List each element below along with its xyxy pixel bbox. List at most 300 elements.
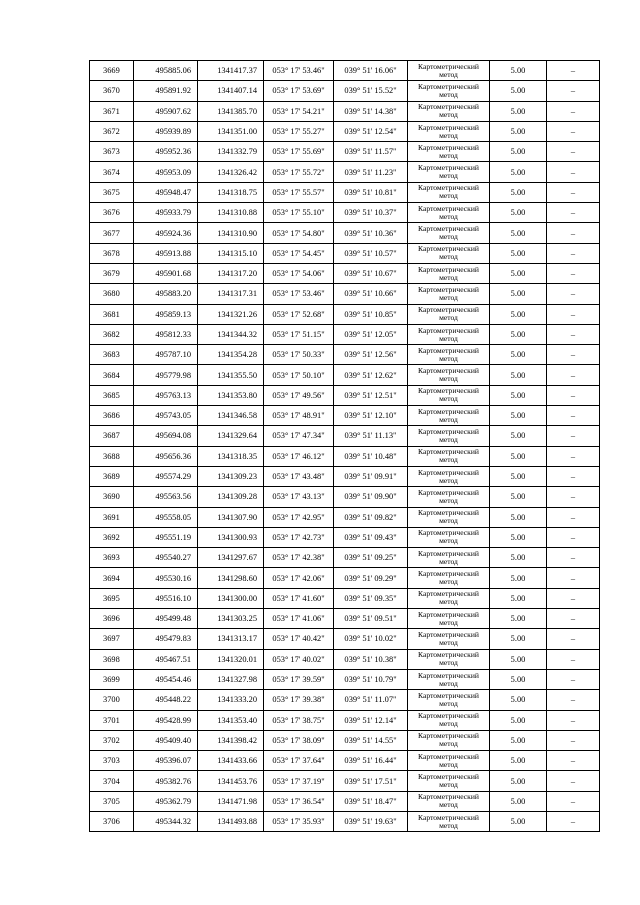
latitude-cell: 053° 17' 48.91" — [264, 406, 334, 426]
point-number-cell: 3674 — [90, 162, 134, 182]
precision-cell: 5.00 — [490, 507, 547, 527]
table-row — [90, 304, 600, 324]
latitude-cell: 053° 17' 42.95" — [264, 507, 334, 527]
y-coordinate-cell: 1341354.28 — [198, 345, 264, 365]
table-row — [90, 182, 600, 202]
point-number-cell: 3688 — [90, 446, 134, 466]
x-coordinate-cell: 495454.46 — [134, 669, 198, 689]
method-cell: Картометрический метод — [408, 669, 490, 689]
method-cell: Картометрический метод — [408, 365, 490, 385]
height-cell: – — [547, 669, 600, 689]
height-cell: – — [547, 101, 600, 121]
height-cell: – — [547, 690, 600, 710]
y-coordinate-cell: 1341318.75 — [198, 182, 264, 202]
method-cell: Картометрический метод — [408, 507, 490, 527]
point-number-cell: 3681 — [90, 304, 134, 324]
method-cell: Картометрический метод — [408, 426, 490, 446]
precision-cell: 5.00 — [490, 751, 547, 771]
point-number-cell: 3680 — [90, 284, 134, 304]
table-row — [90, 324, 600, 344]
method-cell: Картометрический метод — [408, 385, 490, 405]
precision-cell: 5.00 — [490, 101, 547, 121]
x-coordinate-cell: 495743.05 — [134, 406, 198, 426]
precision-cell: 5.00 — [490, 487, 547, 507]
table-row — [90, 101, 600, 121]
point-number-cell: 3675 — [90, 182, 134, 202]
precision-cell: 5.00 — [490, 466, 547, 486]
x-coordinate-cell: 495409.40 — [134, 730, 198, 750]
height-cell: – — [547, 507, 600, 527]
point-number-cell: 3695 — [90, 588, 134, 608]
longitude-cell: 039° 51' 10.38" — [334, 649, 408, 669]
latitude-cell: 053° 17' 55.72" — [264, 162, 334, 182]
point-number-cell: 3677 — [90, 223, 134, 243]
precision-cell: 5.00 — [490, 182, 547, 202]
x-coordinate-cell: 495479.83 — [134, 629, 198, 649]
precision-cell: 5.00 — [490, 609, 547, 629]
x-coordinate-cell: 495913.88 — [134, 243, 198, 263]
precision-cell: 5.00 — [490, 730, 547, 750]
longitude-cell: 039° 51' 09.29" — [334, 568, 408, 588]
longitude-cell: 039° 51' 09.51" — [334, 609, 408, 629]
y-coordinate-cell: 1341318.35 — [198, 446, 264, 466]
method-cell: Картометрический метод — [408, 284, 490, 304]
longitude-cell: 039° 51' 09.43" — [334, 527, 408, 547]
precision-cell: 5.00 — [490, 243, 547, 263]
method-cell: Картометрический метод — [408, 609, 490, 629]
table-row — [90, 345, 600, 365]
height-cell: – — [547, 609, 600, 629]
point-number-cell: 3704 — [90, 771, 134, 791]
table-row — [90, 385, 600, 405]
x-coordinate-cell: 495467.51 — [134, 649, 198, 669]
point-number-cell: 3673 — [90, 142, 134, 162]
longitude-cell: 039° 51' 12.51" — [334, 385, 408, 405]
point-number-cell: 3669 — [90, 61, 134, 81]
x-coordinate-cell: 495563.56 — [134, 487, 198, 507]
longitude-cell: 039° 51' 11.13" — [334, 426, 408, 446]
y-coordinate-cell: 1341329.64 — [198, 426, 264, 446]
longitude-cell: 039° 51' 11.23" — [334, 162, 408, 182]
y-coordinate-cell: 1341407.14 — [198, 81, 264, 101]
y-coordinate-cell: 1341385.70 — [198, 101, 264, 121]
method-cell: Картометрический метод — [408, 345, 490, 365]
height-cell: – — [547, 527, 600, 547]
method-cell: Картометрический метод — [408, 811, 490, 831]
height-cell: – — [547, 426, 600, 446]
latitude-cell: 053° 17' 42.38" — [264, 548, 334, 568]
y-coordinate-cell: 1341433.66 — [198, 751, 264, 771]
longitude-cell: 039° 51' 09.25" — [334, 548, 408, 568]
precision-cell: 5.00 — [490, 710, 547, 730]
latitude-cell: 053° 17' 42.06" — [264, 568, 334, 588]
method-cell: Картометрический метод — [408, 101, 490, 121]
x-coordinate-cell: 495885.06 — [134, 61, 198, 81]
table-row — [90, 284, 600, 304]
table-row — [90, 487, 600, 507]
height-cell: – — [547, 791, 600, 811]
point-number-cell: 3670 — [90, 81, 134, 101]
method-cell: Картометрический метод — [408, 527, 490, 547]
point-number-cell: 3705 — [90, 791, 134, 811]
latitude-cell: 053° 17' 37.19" — [264, 771, 334, 791]
point-number-cell: 3686 — [90, 406, 134, 426]
latitude-cell: 053° 17' 53.69" — [264, 81, 334, 101]
latitude-cell: 053° 17' 40.42" — [264, 629, 334, 649]
point-number-cell: 3701 — [90, 710, 134, 730]
table-row — [90, 710, 600, 730]
method-cell: Картометрический метод — [408, 588, 490, 608]
table-row — [90, 466, 600, 486]
x-coordinate-cell: 495448.22 — [134, 690, 198, 710]
y-coordinate-cell: 1341313.17 — [198, 629, 264, 649]
longitude-cell: 039° 51' 10.57" — [334, 243, 408, 263]
point-number-cell: 3706 — [90, 811, 134, 831]
x-coordinate-cell: 495953.09 — [134, 162, 198, 182]
method-cell: Картометрический метод — [408, 223, 490, 243]
height-cell: – — [547, 710, 600, 730]
y-coordinate-cell: 1341353.40 — [198, 710, 264, 730]
longitude-cell: 039° 51' 11.57" — [334, 142, 408, 162]
method-cell: Картометрический метод — [408, 730, 490, 750]
x-coordinate-cell: 495859.13 — [134, 304, 198, 324]
precision-cell: 5.00 — [490, 304, 547, 324]
table-row — [90, 223, 600, 243]
point-number-cell: 3703 — [90, 751, 134, 771]
latitude-cell: 053° 17' 55.27" — [264, 121, 334, 141]
longitude-cell: 039° 51' 17.51" — [334, 771, 408, 791]
precision-cell: 5.00 — [490, 406, 547, 426]
x-coordinate-cell: 495779.98 — [134, 365, 198, 385]
height-cell: – — [547, 811, 600, 831]
height-cell: – — [547, 487, 600, 507]
point-number-cell: 3687 — [90, 426, 134, 446]
height-cell: – — [547, 61, 600, 81]
precision-cell: 5.00 — [490, 649, 547, 669]
y-coordinate-cell: 1341320.01 — [198, 649, 264, 669]
y-coordinate-cell: 1341315.10 — [198, 243, 264, 263]
latitude-cell: 053° 17' 55.69" — [264, 142, 334, 162]
longitude-cell: 039° 51' 10.79" — [334, 669, 408, 689]
y-coordinate-cell: 1341327.98 — [198, 669, 264, 689]
longitude-cell: 039° 51' 12.10" — [334, 406, 408, 426]
latitude-cell: 053° 17' 50.10" — [264, 365, 334, 385]
point-number-cell: 3697 — [90, 629, 134, 649]
y-coordinate-cell: 1341398.42 — [198, 730, 264, 750]
y-coordinate-cell: 1341300.93 — [198, 527, 264, 547]
table-row — [90, 609, 600, 629]
table-row — [90, 730, 600, 750]
height-cell: – — [547, 243, 600, 263]
y-coordinate-cell: 1341333.20 — [198, 690, 264, 710]
coordinates-table — [89, 60, 600, 832]
x-coordinate-cell: 495891.92 — [134, 81, 198, 101]
longitude-cell: 039° 51' 10.36" — [334, 223, 408, 243]
x-coordinate-cell: 495574.29 — [134, 466, 198, 486]
method-cell: Картометрический метод — [408, 629, 490, 649]
point-number-cell: 3690 — [90, 487, 134, 507]
precision-cell: 5.00 — [490, 426, 547, 446]
y-coordinate-cell: 1341298.60 — [198, 568, 264, 588]
longitude-cell: 039° 51' 12.05" — [334, 324, 408, 344]
method-cell: Картометрический метод — [408, 466, 490, 486]
table-row — [90, 162, 600, 182]
precision-cell: 5.00 — [490, 690, 547, 710]
point-number-cell: 3676 — [90, 203, 134, 223]
point-number-cell: 3702 — [90, 730, 134, 750]
table-row — [90, 649, 600, 669]
point-number-cell: 3699 — [90, 669, 134, 689]
height-cell: – — [547, 588, 600, 608]
point-number-cell: 3694 — [90, 568, 134, 588]
height-cell: – — [547, 121, 600, 141]
precision-cell: 5.00 — [490, 223, 547, 243]
x-coordinate-cell: 495382.76 — [134, 771, 198, 791]
precision-cell: 5.00 — [490, 568, 547, 588]
longitude-cell: 039° 51' 14.55" — [334, 730, 408, 750]
y-coordinate-cell: 1341471.98 — [198, 791, 264, 811]
latitude-cell: 053° 17' 39.38" — [264, 690, 334, 710]
latitude-cell: 053° 17' 54.21" — [264, 101, 334, 121]
point-number-cell: 3678 — [90, 243, 134, 263]
x-coordinate-cell: 495344.32 — [134, 811, 198, 831]
y-coordinate-cell: 1341326.42 — [198, 162, 264, 182]
x-coordinate-cell: 495428.99 — [134, 710, 198, 730]
longitude-cell: 039° 51' 12.14" — [334, 710, 408, 730]
latitude-cell: 053° 17' 51.15" — [264, 324, 334, 344]
precision-cell: 5.00 — [490, 345, 547, 365]
y-coordinate-cell: 1341493.88 — [198, 811, 264, 831]
latitude-cell: 053° 17' 42.73" — [264, 527, 334, 547]
precision-cell: 5.00 — [490, 284, 547, 304]
table-row — [90, 791, 600, 811]
method-cell: Картометрический метод — [408, 406, 490, 426]
y-coordinate-cell: 1341317.20 — [198, 263, 264, 283]
table-row — [90, 527, 600, 547]
longitude-cell: 039° 51' 12.62" — [334, 365, 408, 385]
table-row — [90, 669, 600, 689]
longitude-cell: 039° 51' 10.85" — [334, 304, 408, 324]
latitude-cell: 053° 17' 53.46" — [264, 284, 334, 304]
x-coordinate-cell: 495787.10 — [134, 345, 198, 365]
method-cell: Картометрический метод — [408, 142, 490, 162]
point-number-cell: 3672 — [90, 121, 134, 141]
method-cell: Картометрический метод — [408, 649, 490, 669]
x-coordinate-cell: 495948.47 — [134, 182, 198, 202]
precision-cell: 5.00 — [490, 385, 547, 405]
longitude-cell: 039° 51' 09.91" — [334, 466, 408, 486]
method-cell: Картометрический метод — [408, 690, 490, 710]
point-number-cell: 3684 — [90, 365, 134, 385]
height-cell: – — [547, 304, 600, 324]
precision-cell: 5.00 — [490, 162, 547, 182]
table-row — [90, 81, 600, 101]
y-coordinate-cell: 1341307.90 — [198, 507, 264, 527]
table-row — [90, 61, 600, 81]
x-coordinate-cell: 495933.79 — [134, 203, 198, 223]
height-cell: – — [547, 81, 600, 101]
point-number-cell: 3685 — [90, 385, 134, 405]
point-number-cell: 3679 — [90, 263, 134, 283]
longitude-cell: 039° 51' 16.44" — [334, 751, 408, 771]
method-cell: Картометрический метод — [408, 182, 490, 202]
point-number-cell: 3692 — [90, 527, 134, 547]
longitude-cell: 039° 51' 10.37" — [334, 203, 408, 223]
latitude-cell: 053° 17' 54.80" — [264, 223, 334, 243]
latitude-cell: 053° 17' 50.33" — [264, 345, 334, 365]
latitude-cell: 053° 17' 38.75" — [264, 710, 334, 730]
x-coordinate-cell: 495883.20 — [134, 284, 198, 304]
y-coordinate-cell: 1341351.00 — [198, 121, 264, 141]
table-row — [90, 446, 600, 466]
height-cell: – — [547, 284, 600, 304]
point-number-cell: 3700 — [90, 690, 134, 710]
table-row — [90, 751, 600, 771]
y-coordinate-cell: 1341321.26 — [198, 304, 264, 324]
height-cell: – — [547, 730, 600, 750]
table-row — [90, 243, 600, 263]
table-row — [90, 263, 600, 283]
x-coordinate-cell: 495530.16 — [134, 568, 198, 588]
table-row — [90, 142, 600, 162]
x-coordinate-cell: 495763.13 — [134, 385, 198, 405]
latitude-cell: 053° 17' 53.46" — [264, 61, 334, 81]
latitude-cell: 053° 17' 40.02" — [264, 649, 334, 669]
table-row — [90, 771, 600, 791]
precision-cell: 5.00 — [490, 263, 547, 283]
longitude-cell: 039° 51' 14.38" — [334, 101, 408, 121]
x-coordinate-cell: 495499.48 — [134, 609, 198, 629]
y-coordinate-cell: 1341309.28 — [198, 487, 264, 507]
x-coordinate-cell: 495362.79 — [134, 791, 198, 811]
y-coordinate-cell: 1341309.23 — [198, 466, 264, 486]
point-number-cell: 3693 — [90, 548, 134, 568]
x-coordinate-cell: 495516.10 — [134, 588, 198, 608]
table-row — [90, 365, 600, 385]
longitude-cell: 039° 51' 16.06" — [334, 61, 408, 81]
table-row — [90, 690, 600, 710]
longitude-cell: 039° 51' 10.66" — [334, 284, 408, 304]
longitude-cell: 039° 51' 11.07" — [334, 690, 408, 710]
height-cell: – — [547, 365, 600, 385]
x-coordinate-cell: 495396.07 — [134, 751, 198, 771]
height-cell: – — [547, 466, 600, 486]
method-cell: Картометрический метод — [408, 263, 490, 283]
table-row — [90, 203, 600, 223]
height-cell: – — [547, 345, 600, 365]
table-row — [90, 811, 600, 831]
y-coordinate-cell: 1341353.80 — [198, 385, 264, 405]
height-cell: – — [547, 385, 600, 405]
y-coordinate-cell: 1341344.32 — [198, 324, 264, 344]
height-cell: – — [547, 568, 600, 588]
latitude-cell: 053° 17' 46.12" — [264, 446, 334, 466]
x-coordinate-cell: 495551.19 — [134, 527, 198, 547]
longitude-cell: 039° 51' 09.35" — [334, 588, 408, 608]
longitude-cell: 039° 51' 10.48" — [334, 446, 408, 466]
latitude-cell: 053° 17' 41.06" — [264, 609, 334, 629]
precision-cell: 5.00 — [490, 811, 547, 831]
x-coordinate-cell: 495540.27 — [134, 548, 198, 568]
point-number-cell: 3689 — [90, 466, 134, 486]
y-coordinate-cell: 1341346.58 — [198, 406, 264, 426]
coordinates-table-body — [90, 61, 600, 832]
height-cell: – — [547, 162, 600, 182]
x-coordinate-cell: 495952.36 — [134, 142, 198, 162]
height-cell: – — [547, 751, 600, 771]
height-cell: – — [547, 649, 600, 669]
longitude-cell: 039° 51' 09.82" — [334, 507, 408, 527]
point-number-cell: 3683 — [90, 345, 134, 365]
y-coordinate-cell: 1341453.76 — [198, 771, 264, 791]
precision-cell: 5.00 — [490, 81, 547, 101]
latitude-cell: 053° 17' 54.06" — [264, 263, 334, 283]
y-coordinate-cell: 1341355.50 — [198, 365, 264, 385]
height-cell: – — [547, 263, 600, 283]
longitude-cell: 039° 51' 10.02" — [334, 629, 408, 649]
height-cell: – — [547, 629, 600, 649]
height-cell: – — [547, 182, 600, 202]
method-cell: Картометрический метод — [408, 162, 490, 182]
y-coordinate-cell: 1341310.88 — [198, 203, 264, 223]
method-cell: Картометрический метод — [408, 324, 490, 344]
point-number-cell: 3691 — [90, 507, 134, 527]
longitude-cell: 039° 51' 15.52" — [334, 81, 408, 101]
height-cell: – — [547, 324, 600, 344]
x-coordinate-cell: 495907.62 — [134, 101, 198, 121]
method-cell: Картометрический метод — [408, 243, 490, 263]
longitude-cell: 039° 51' 18.47" — [334, 791, 408, 811]
y-coordinate-cell: 1341317.31 — [198, 284, 264, 304]
latitude-cell: 053° 17' 38.09" — [264, 730, 334, 750]
table-row — [90, 507, 600, 527]
height-cell: – — [547, 142, 600, 162]
point-number-cell: 3698 — [90, 649, 134, 669]
precision-cell: 5.00 — [490, 203, 547, 223]
latitude-cell: 053° 17' 55.10" — [264, 203, 334, 223]
y-coordinate-cell: 1341297.67 — [198, 548, 264, 568]
table-row — [90, 629, 600, 649]
precision-cell: 5.00 — [490, 121, 547, 141]
point-number-cell: 3696 — [90, 609, 134, 629]
longitude-cell: 039° 51' 10.67" — [334, 263, 408, 283]
point-number-cell: 3682 — [90, 324, 134, 344]
x-coordinate-cell: 495939.89 — [134, 121, 198, 141]
height-cell: – — [547, 203, 600, 223]
precision-cell: 5.00 — [490, 588, 547, 608]
x-coordinate-cell: 495901.68 — [134, 263, 198, 283]
method-cell: Картометрический метод — [408, 751, 490, 771]
latitude-cell: 053° 17' 37.64" — [264, 751, 334, 771]
precision-cell: 5.00 — [490, 548, 547, 568]
method-cell: Картометрический метод — [408, 568, 490, 588]
x-coordinate-cell: 495694.08 — [134, 426, 198, 446]
latitude-cell: 053° 17' 35.93" — [264, 811, 334, 831]
table-row — [90, 406, 600, 426]
y-coordinate-cell: 1341303.25 — [198, 609, 264, 629]
precision-cell: 5.00 — [490, 629, 547, 649]
latitude-cell: 053° 17' 36.54" — [264, 791, 334, 811]
point-number-cell: 3671 — [90, 101, 134, 121]
method-cell: Картометрический метод — [408, 791, 490, 811]
x-coordinate-cell: 495924.36 — [134, 223, 198, 243]
latitude-cell: 053° 17' 39.59" — [264, 669, 334, 689]
precision-cell: 5.00 — [490, 324, 547, 344]
y-coordinate-cell: 1341417.37 — [198, 61, 264, 81]
method-cell: Картометрический метод — [408, 203, 490, 223]
x-coordinate-cell: 495656.36 — [134, 446, 198, 466]
precision-cell: 5.00 — [490, 365, 547, 385]
